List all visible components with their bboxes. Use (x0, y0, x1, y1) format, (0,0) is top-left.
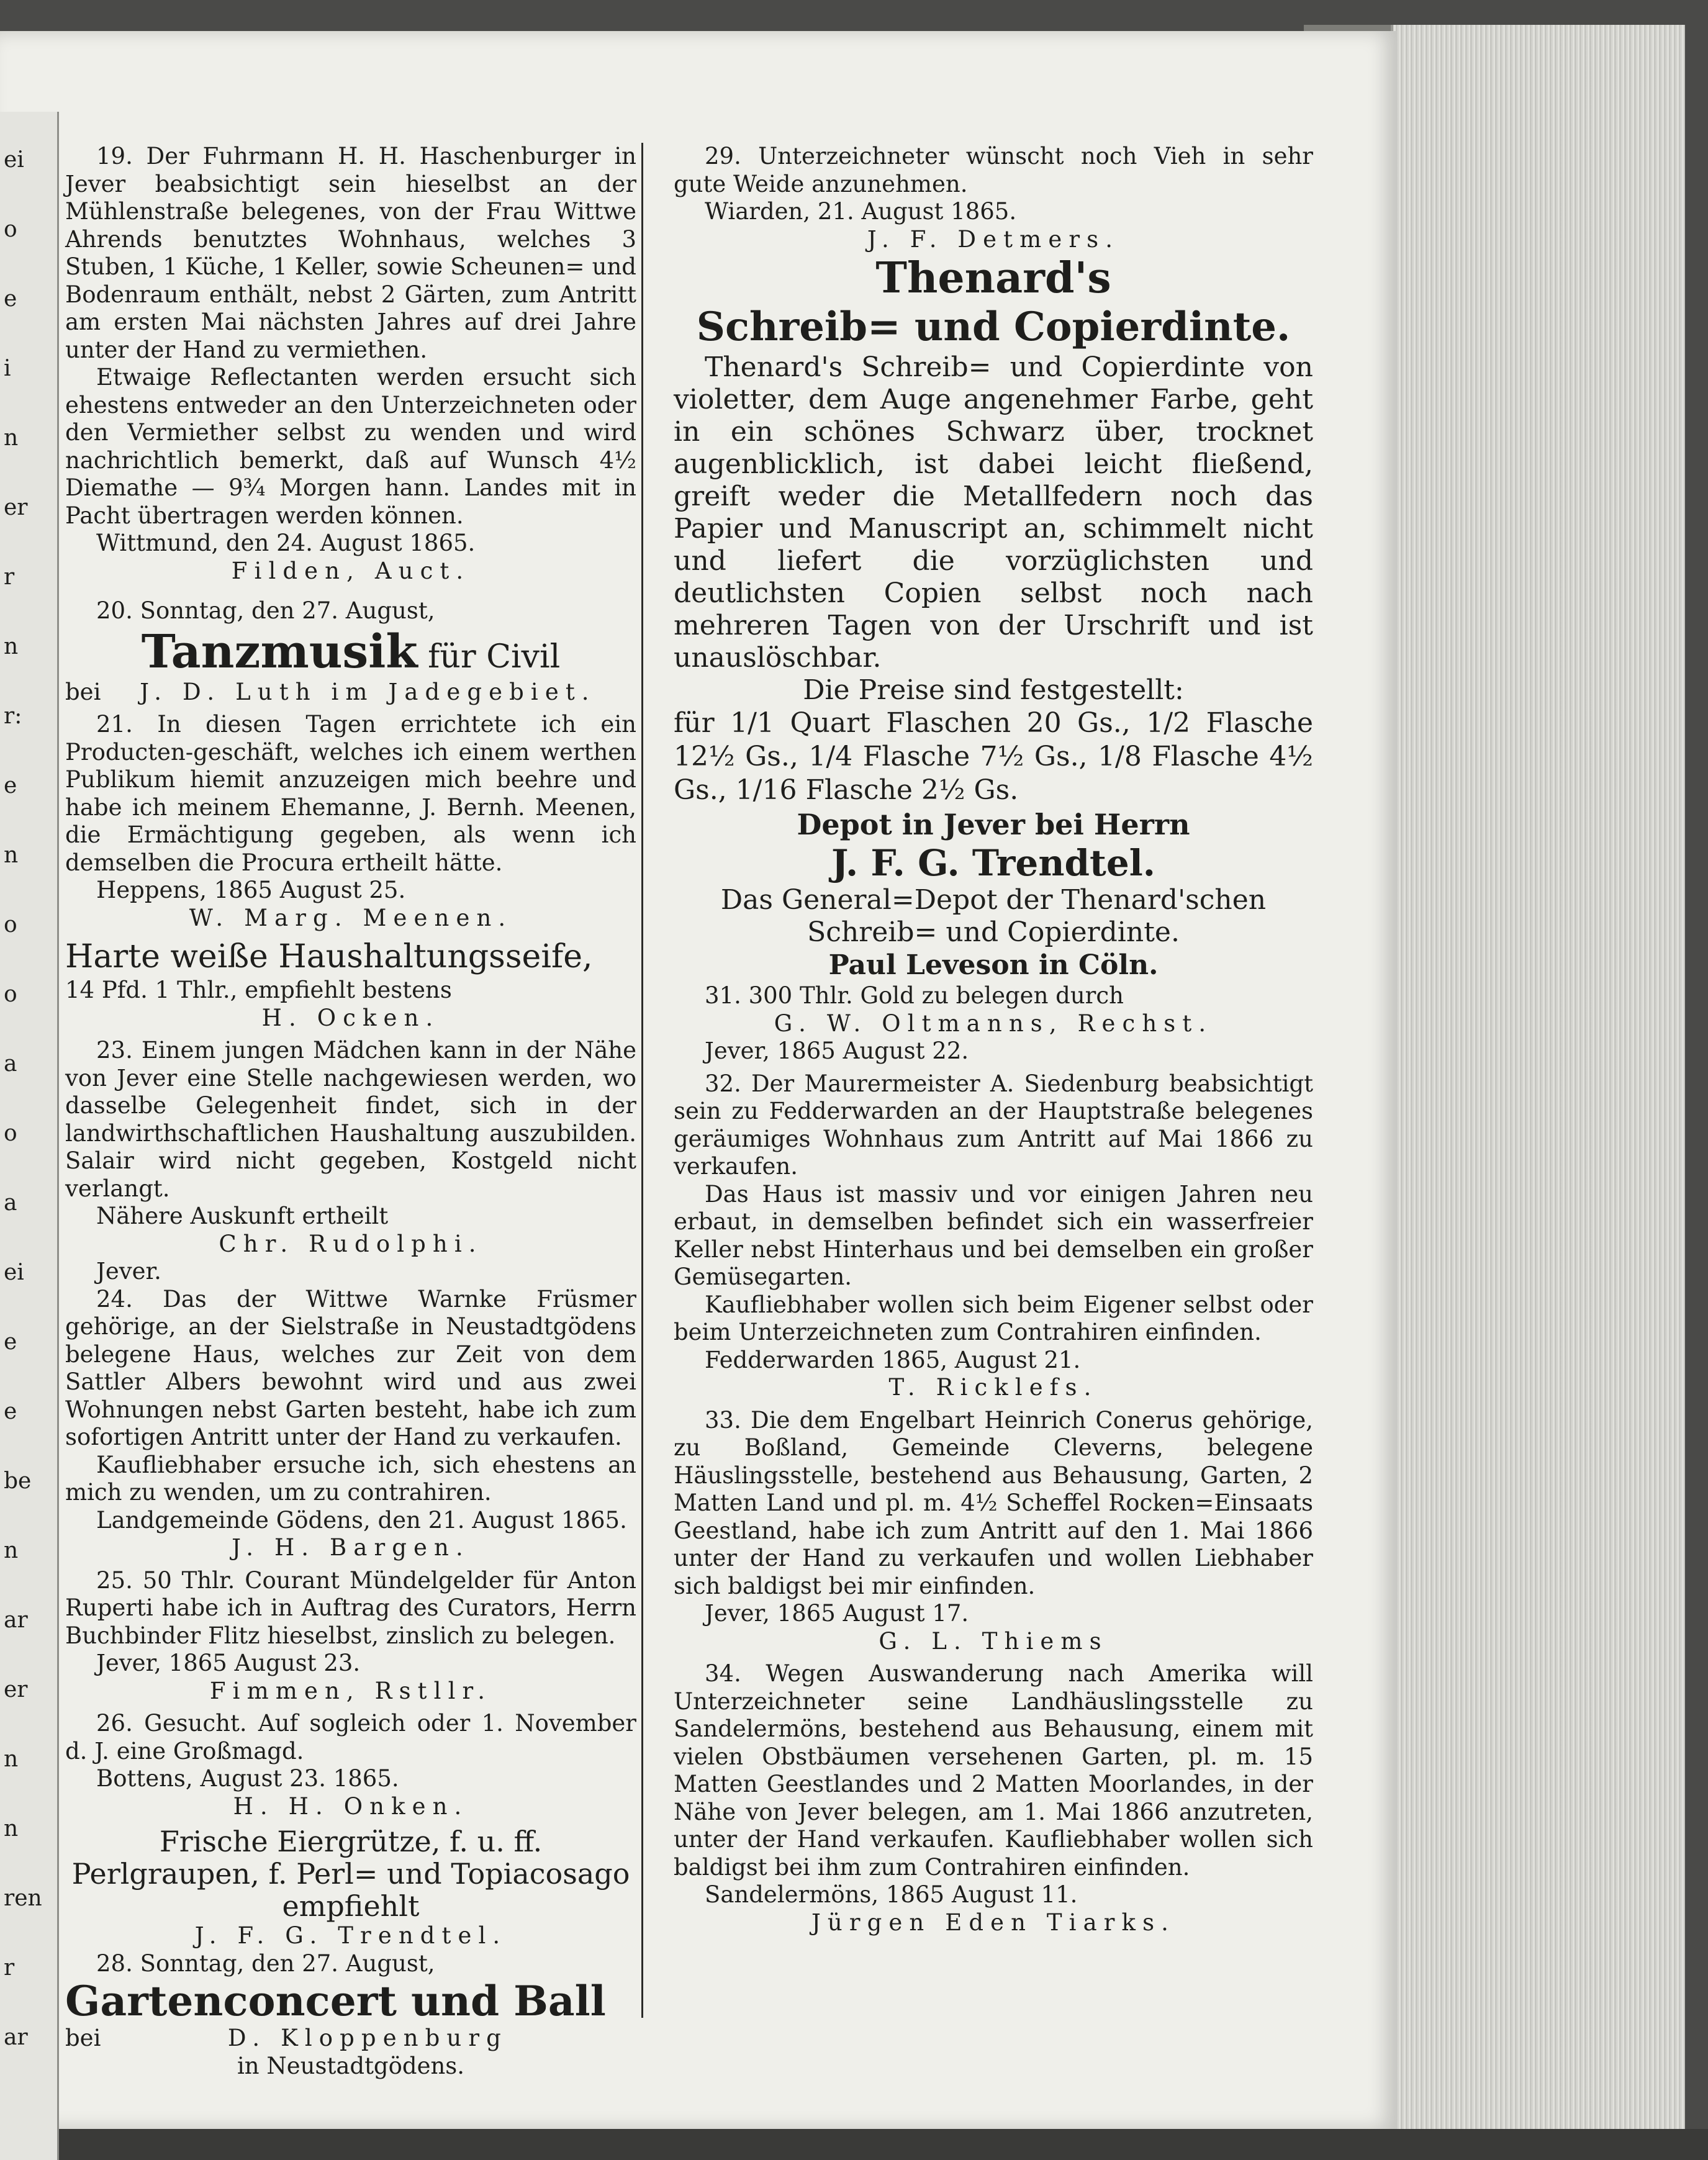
ad-30-signature: Paul Leveson in Cöln. (828, 949, 1159, 981)
ad-32-text-2: Das Haus ist massiv und vor einigen Jahren neu erbaut, in demselben befindet sich ein wasserfreier Keller nebst Hinterhaus und bei demselben ein großer Gemüsegarten. (674, 1180, 1313, 1290)
prev-page-fragment: o (4, 217, 17, 242)
ad-30-general-depot: Das General=Depot der Thenard'schen Schreib= und Copierdinte. (720, 884, 1267, 948)
ad-21-text: 21. In diesen Tagen errichtete ich ein Producten-geschäft, welches ich einem werthen Publikum hiemit anzuzeigen mich beehre und habe ich meinem Ehemanne, J. Bernh. Meenen, die Ermächtigung gegeben, als wenn ich demselben die Procura ertheilt hätte. (65, 711, 636, 876)
ad-20-bei: bei (65, 678, 101, 705)
ad-34-date: Sandelermöns, 1865 August 11. (705, 1881, 1078, 1908)
prev-page-fragment: n (4, 634, 19, 659)
ad-28-host: D. Kloppenburg (227, 2025, 508, 2051)
ad-28-venue (65, 2025, 636, 2053)
ad-21-date: Heppens, 1865 August 25. (96, 877, 406, 903)
prev-page-fragment: i (4, 356, 11, 381)
ad-20-text: 20. Sonntag, den 27. August, (96, 597, 435, 624)
prev-page-fragment: r: (4, 703, 22, 729)
ad-32-text-3: Kaufliebhaber wollen sich beim Eigener selbst oder beim Unterzeichneten zum Contrahiren einfinden. (674, 1291, 1313, 1345)
prev-page-fragment: o (4, 982, 17, 1007)
ad-19-signature: Filden, Auct. (231, 557, 471, 584)
ad-23-text-2: Nähere Auskunft ertheilt (96, 1203, 389, 1229)
prev-page-fragment: o (4, 912, 17, 938)
ad-32-signature: T. Ricklefs. (888, 1374, 1098, 1401)
ad-21-signature: W. Marg. Meenen. (189, 904, 513, 931)
ad-23-text: 23. Einem jungen Mädchen kann in der Nähe von Jever eine Stelle nachgewiesen werden, wo dasselbe Gelegenheit findet, sich in der landwirthschaftlichen Haushaltung auszubilden. Salair wird nicht gegeben, Kostgeld nicht verlangt. (65, 1037, 636, 1202)
ad-30-depot-name: J. F. G. Trendtel. (831, 842, 1155, 884)
prev-page-fragment: n (4, 425, 19, 451)
prev-page-fragment: er (4, 1677, 28, 1702)
prev-page-fragment: er (4, 495, 28, 520)
ad-30-prices-heading: Die Preise sind festgestellt: (803, 674, 1184, 706)
prev-page-fragment: n (4, 1747, 19, 1772)
prev-page-fragment: ei (4, 1260, 24, 1285)
ad-26-text: 26. Gesucht. Auf sogleich oder 1. November d. J. eine Großmagd. (65, 1710, 636, 1765)
prev-page-fragment: e (4, 773, 17, 798)
ad-25-date: Jever, 1865 August 23. (96, 1650, 361, 1676)
ad-29-text: 29. Unterzeichneter wünscht noch Vieh in sehr gute Weide anzunehmen. (674, 143, 1313, 197)
ad-25-signature: Fimmen, Rstllr. (209, 1677, 492, 1704)
ad-28-place: in Neustadtgödens. (237, 2052, 465, 2079)
ad-23-place: Jever. (96, 1258, 161, 1285)
ad-34-text: 34. Wegen Auswanderung nach Amerika will Unterzeichneter seine Landhäuslingsstelle zu Sandelermöns, bestehend aus Behausung, einem mit vielen Obstbäumen versehenen Garten, pl. m. 15 Matten Geestlandes und 2 Matten Moorlandes, in der Nähe von Jever belegen, am 1. Mai 1866 anzutreten, unter der Hand verkaufen. Kaufliebhaber wollen sich baldigst bei ihm zum Contrahiren einfinden. (674, 1660, 1313, 1881)
ad-33-date: Jever, 1865 August 17. (705, 1600, 969, 1627)
ad-19-text-2: Etwaige Reflectanten werden ersucht sich ehestens entweder an den Unterzeichneten oder den Vermiether selbst zu wenden und wird nachrichtlich bemerkt, daß auf Wunsch 4½ Diemathe — 9¾ Morgen hann. Landes mit in Pacht übertragen werden können. (65, 364, 636, 529)
ad-27-signature: J. F. G. Trendtel. (194, 1922, 507, 1949)
ad-27-headline: Frische Eiergrütze, f. u. ff. Perlgraupen, f. Perl= und Topiacosago empfiehlt (71, 1825, 630, 1923)
prev-page-fragment: e (4, 1329, 17, 1355)
ad-30-text: Thenard's Schreib= und Copierdinte von violetter, dem Auge angenehmer Farbe, geht in ein schönes Schwarz über, trocknet augenblicklich, ist dabei leicht fließend, greift weder die Metallfedern noch das Papier und Manuscript an, schimmelt nicht und liefert die vorzüglichsten und deutlichsten Copien selbst noch nach mehreren Tagen von der Urschrift und ist unauslöschbar. (674, 351, 1313, 674)
prev-page-fragment: e (4, 286, 17, 312)
ad-29-date: Wiarden, 21. August 1865. (705, 198, 1017, 225)
ad-34-signature: Jürgen Eden Tiarks. (811, 1909, 1176, 1936)
ad-22-text: 14 Pfd. 1 Thlr., empfiehlt bestens (65, 977, 452, 1003)
ad-28-headline: Gartenconcert und Ball (65, 1977, 606, 2025)
prev-page-fragment: a (4, 1051, 17, 1077)
prev-page-fragment: ei (4, 147, 24, 173)
newspaper-page (0, 31, 1397, 2129)
prev-page-fragment: o (4, 1121, 17, 1146)
prev-page-fragment: n (4, 1538, 19, 1563)
ad-30-title: Thenard's (875, 253, 1111, 303)
ad-32-text: 32. Der Maurermeister A. Siedenburg beabsichtigt sein zu Fedderwarden an der Hauptstraße belegenes geräumiges Wohnhaus zum Antritt auf Mai 1866 zu verkaufen. (674, 1070, 1313, 1180)
prev-page-fragment: ar (4, 1607, 28, 1633)
ad-24-date: Landgemeinde Gödens, den 21. August 1865. (96, 1506, 627, 1534)
ad-20-host: J. D. Luth im Jadegebiet. (140, 678, 596, 705)
ad-24-text: 24. Das der Wittwe Warnke Früsmer gehörige, an der Sielstraße in Neustadtgödens belegene Haus, welches zur Zeit von dem Sattler Albers bewohnt wird und aus zwei Wohnungen nebst Garten besteht, habe ich zum sofortigen Antritt unter der Hand zu verkaufen. (65, 1285, 636, 1450)
book-page-edges (1391, 25, 1685, 2129)
prev-page-fragment: ar (4, 2025, 28, 2050)
ad-22-headline: Harte weiße Haushaltungsseife, (65, 938, 593, 975)
ad-26-signature: H. H. Onken. (233, 1792, 469, 1820)
previous-page-margin (0, 112, 59, 2160)
prev-page-fragment: n (4, 1816, 19, 1841)
ad-20-title-2: für Civil (417, 638, 561, 676)
ad-19-text: 19. Der Fuhrmann H. H. Haschenburger in Jever beabsichtigt sein hieselbst an der Mühlenstraße belegenes, von der Frau Wittwe Ahrends benutztes Wohnhaus, welches 3 Stuben, 1 Küche, 1 Keller, sowie Scheunen= und Bodenraum enthält, nebst 2 Gärten, zum Antritt am ersten Mai nächsten Jahres auf drei Jahre unter der Hand zu vermiethen. (65, 143, 636, 363)
right-column (674, 143, 1313, 1936)
ad-20-headline (65, 625, 636, 679)
ad-22-signature: H. Ocken. (261, 1004, 440, 1031)
ad-24-text-2: Kaufliebhaber ersuche ich, sich ehestens an mich zu wenden, um zu contrahiren. (65, 1451, 636, 1506)
prev-page-fragment: n (4, 843, 19, 868)
ad-28-bei: bei (65, 2025, 101, 2051)
ad-30-depot: Depot in Jever bei Herrn (797, 808, 1190, 841)
column-divider (641, 143, 643, 2018)
ad-30-prices: für 1/1 Quart Flaschen 20 Gs., 1/2 Flasche 12½ Gs., 1/4 Flasche 7½ Gs., 1/8 Flasche 4½ Gs., 1/16 Flasche 2½ Gs. (674, 707, 1313, 806)
ad-32-date: Fedderwarden 1865, August 21. (705, 1346, 1081, 1373)
prev-page-fragment: r (4, 564, 15, 590)
ad-20-venue (65, 679, 636, 707)
prev-page-fragment: ren (4, 1886, 42, 1911)
prev-page-fragment: r (4, 1955, 15, 1981)
ad-23-signature: Chr. Rudolphi. (219, 1230, 483, 1257)
left-column (65, 143, 636, 2080)
ad-19-date: Wittmund, den 24. August 1865. (96, 530, 476, 556)
ad-30-subtitle: Schreib= und Copierdinte. (696, 304, 1291, 350)
ad-28-text: 28. Sonntag, den 27. August, (96, 1950, 435, 1977)
ad-33-signature: G. L. Thiems (879, 1627, 1108, 1655)
ad-31-date: Jever, 1865 August 22. (705, 1037, 969, 1064)
ad-24-signature: J. H. Bargen. (232, 1534, 470, 1561)
ad-33-text: 33. Die dem Engelbart Heinrich Conerus gehörige, zu Boßland, Gemeinde Cleverns, belegene Häuslingsstelle, bestehend aus Behausung, Garten, 2 Matten Land und pl. m. 4½ Scheffel Rocken=Einsaats Geestland, habe ich zum Antritt auf den 1. Mai 1866 unter der Hand zu verkaufen und wollen Liebhaber sich baldigst bei mir einfinden. (674, 1406, 1313, 1599)
prev-page-fragment: a (4, 1190, 17, 1216)
prev-page-fragment: e (4, 1399, 17, 1424)
prev-page-fragment: be (4, 1468, 32, 1494)
ad-26-date: Bottens, August 23. 1865. (96, 1765, 399, 1792)
ad-31-text: 31. 300 Thlr. Gold zu belegen durch (705, 982, 1124, 1009)
ad-29-signature: J. F. Detmers. (867, 225, 1120, 253)
ad-25-text: 25. 50 Thlr. Courant Mündelgelder für Anton Ruperti habe ich in Auftrag des Curators, Herrn Buchbinder Flitz hieselbst, zinslich zu belegen. (65, 1566, 636, 1649)
ad-20-title: Tanzmusik (141, 625, 418, 679)
ad-31-signature: G. W. Oltmanns, Rechst. (774, 1010, 1213, 1037)
